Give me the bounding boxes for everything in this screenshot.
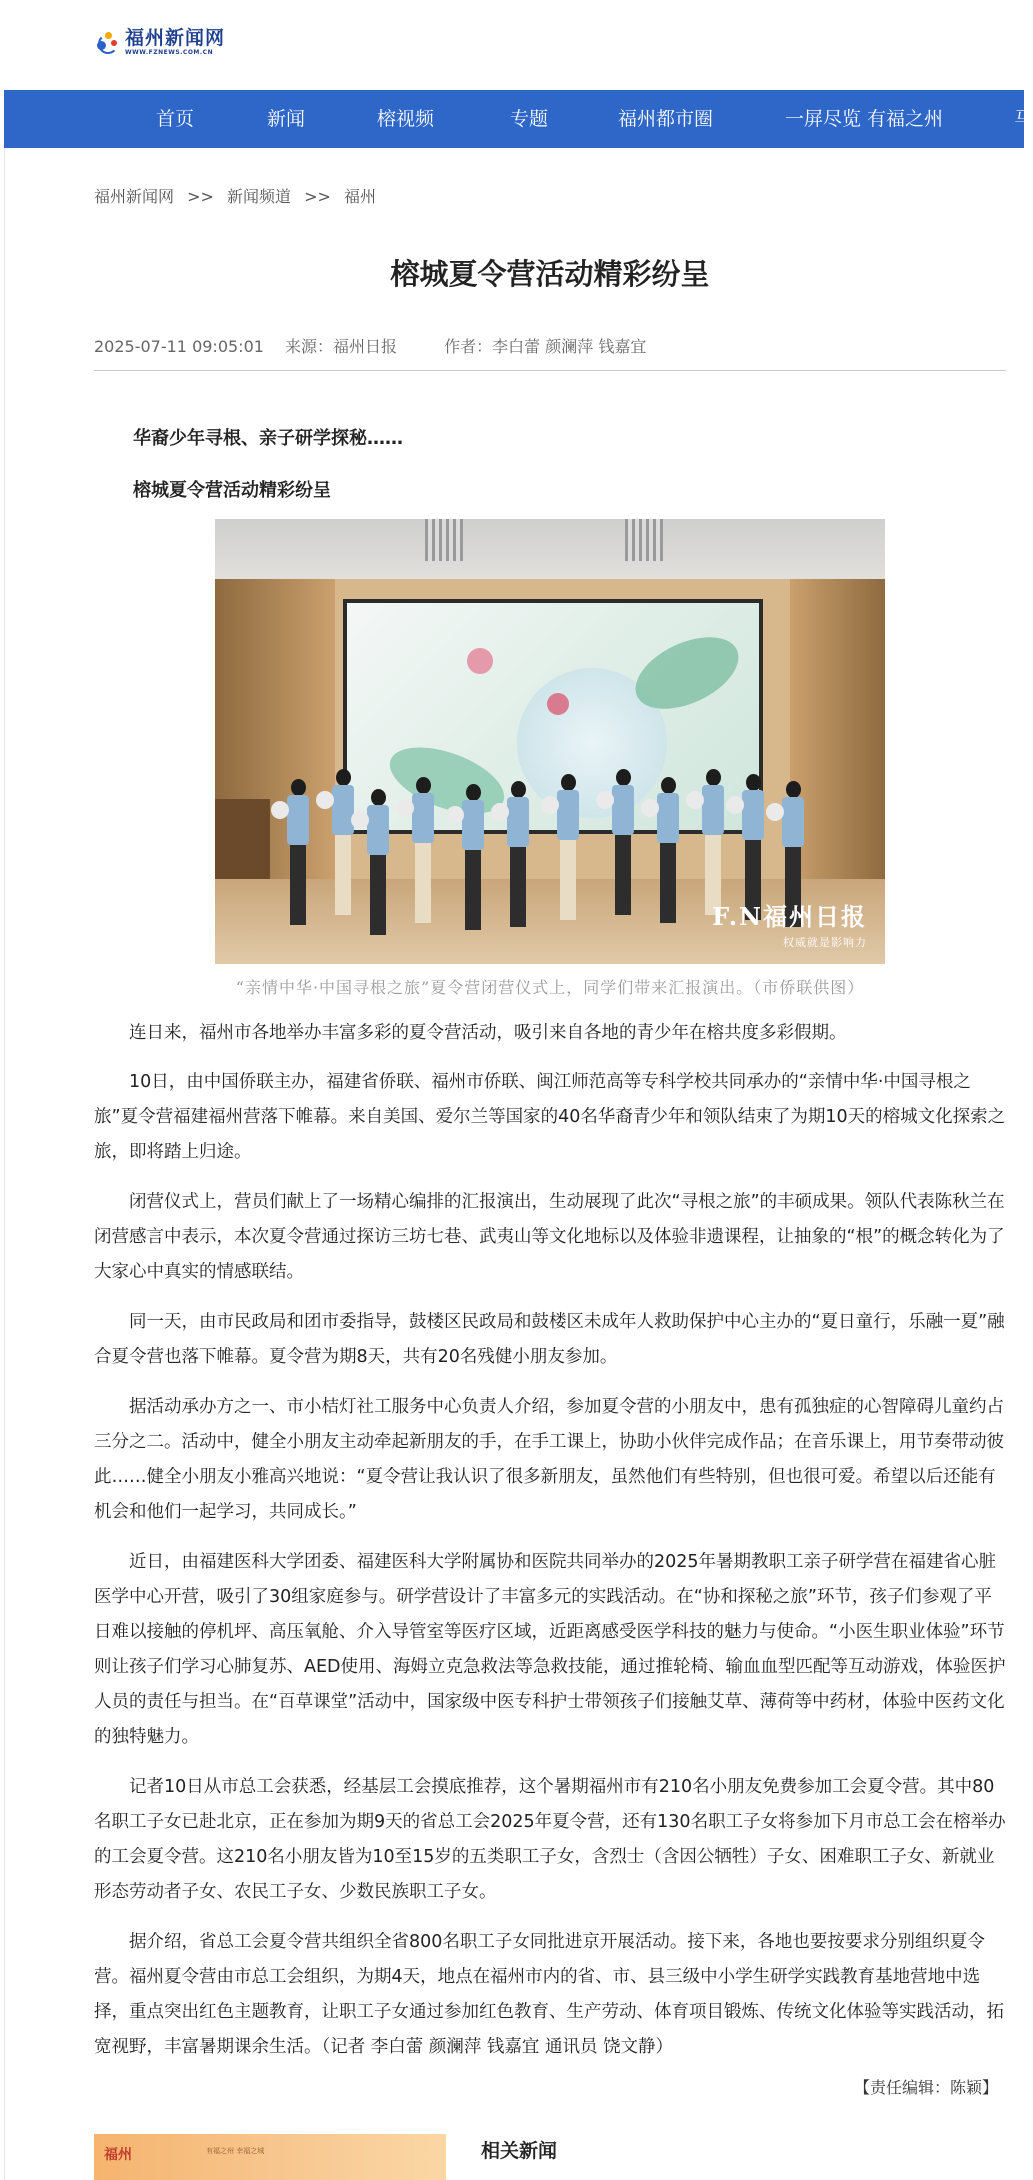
breadcrumb-separator: >> xyxy=(187,187,214,206)
breadcrumb-link-home[interactable]: 福州新闻网 xyxy=(94,187,175,206)
article-paragraph-4: 同一天，由市民政局和团市委指导，鼓楼区民政局和鼓楼区未成年人救助保护中心主办的“夏日童行，乐融一夏”融合夏令营也落下帷幕。夏令营为期8天，共有20名残健小朋友参加。 xyxy=(94,1312,1005,1367)
logo-text-cn: 福州新闻网 xyxy=(125,26,226,49)
article-photo xyxy=(215,519,885,964)
nav-item-news[interactable]: 新闻 xyxy=(267,108,306,130)
watermark-logo: F.N福州日报 xyxy=(712,902,867,931)
site-logo[interactable] xyxy=(95,22,225,62)
article-lead-2: 榕城夏令营活动精彩纷呈 xyxy=(133,480,331,501)
watermark-slogan: 权威就是影响力 xyxy=(783,936,867,949)
nav-item-fuzhou-overview[interactable]: 一屏尽览 有福之州 xyxy=(785,108,944,130)
article-paragraph-2: 10日，由中国侨联主办，福建省侨联、福州市侨联、闽江师范高等专科学校共同承办的“亲情中华·中国寻根之旅”夏令营福建福州营落下帷幕。来自美国、爱尔兰等国家的40名华裔青少年和领队结束了为期10天的榕城文化探索之旅，即将踏上归途。 xyxy=(94,1072,1006,1162)
article-paragraph-6: 近日，由福建医科大学团委、福建医科大学附属协和医院共同举办的2025年暑期教职工亲子研学营在福建省心脏医学中心开营，吸引了30组家庭参与。研学营设计了丰富多元的实践活动。在“协和探秘之旅”环节，孩子们参观了平日难以接触的停机坪、高压氧舱、介入导管室等医疗区域，近距离感受医学科技的魅力与使命。“小医生职业体验”环节则让孩子们学习心肺复苏、AED使用、海姆立克急救法等急救技能，通过推轮椅、输血血型匹配等互动游戏，体验医护人员的责任与担当。在“百草课堂”活动中，国家级中医专科护士带领孩子们接触艾草、薄荷等中药材，体验中医药文化的独特魅力。 xyxy=(94,1552,1006,1747)
breadcrumb-separator: >> xyxy=(304,187,331,206)
article-lead-1: 华裔少年寻根、亲子研学探秘…… xyxy=(133,428,403,449)
meta-divider xyxy=(94,370,1006,371)
article-paragraph-3: 闭营仪式上，营员们献上了一场精心编排的汇报演出，生动展现了此次“寻根之旅”的丰硕成果。领队代表陈秋兰在闭营感言中表示，本次夏令营通过探访三坊七巷、武夷山等文化地标以及体验非遗课程，让抽象的“根”的概念转化为了大家心中真实的情感联结。 xyxy=(94,1192,1005,1282)
breadcrumb xyxy=(94,184,384,207)
article-paragraph-1: 连日来，福州市各地举办丰富多彩的夏令营活动，吸引来自各地的青少年在榕共度多彩假期。 xyxy=(129,1023,847,1043)
article-paragraph-7: 记者10日从市总工会获悉，经基层工会摸底推荐，这个暑期福州市有210名小朋友免费参加工会夏令营。其中80名职工子女已赴北京，正在参加为期9天的省总工会2025年夏令营，还有130名职工子女将参加下月市总工会在榕举办的工会夏令营。这210名小朋友皆为10至15岁的五类职工子女，含烈士（含因公牺牲）子女、困难职工子女、新就业形态劳动者子女、农民工子女、少数民族职工子女。 xyxy=(94,1777,1006,1902)
photo-caption: “亲情中华·中国寻根之旅”夏令营闭营仪式上，同学们带来汇报演出。（市侨联供图） xyxy=(235,978,865,997)
breadcrumb-link-news[interactable]: 新闻频道 xyxy=(227,187,292,206)
related-news-thumbnail[interactable] xyxy=(94,2134,446,2180)
related-news-heading: 相关新闻 xyxy=(481,2140,558,2162)
article-source: 来源：福州日报 xyxy=(285,337,398,356)
main-nav xyxy=(4,90,1033,148)
nav-item-topics[interactable]: 专题 xyxy=(510,108,549,130)
article-authors: 作者：李白蕾 颜澜萍 钱嘉宜 xyxy=(444,337,647,356)
thumbnail-slogan: 有福之州 幸福之城 xyxy=(206,2147,265,2155)
nav-item-video[interactable]: 榕视频 xyxy=(377,108,435,130)
article-paragraph-8: 据介绍，省总工会夏令营共组织全省800名职工子女同批进京开展活动。接下来，各地也要按要求分别组织夏令营。福州夏令营由市总工会组织，为期4天，地点在福州市内的省、市、县三级中小学生研学实践教育基地营地中选择，重点突出红色主题教育，让职工子女通过参加红色教育、生产劳动、体育项目锻炼、传统文化体验等实践活动，拓宽视野，丰富暑期课余生活。（记者 李白蕾 颜澜萍 钱嘉宜 通讯员 饶文静） xyxy=(94,1932,1004,2057)
responsible-editor: 【责任编辑：陈颖】 xyxy=(853,2078,998,2097)
article-paragraph-5: 据活动承办方之一、市小桔灯社工服务中心负责人介绍，参加夏令营的小朋友中，患有孤独症的心智障碍儿童约占三分之二。活动中，健全小朋友主动牵起新朋友的手，在手工课上，协助小伙伴完成作品；在音乐课上，用节奏带动彼此……健全小朋友小雅高兴地说：“夏令营让我认识了很多新朋友，虽然他们有些特别，但也很可爱。希望以后还能有机会和他们一起学习，共同成长。” xyxy=(94,1397,1004,1522)
thumbnail-logo: 福州 xyxy=(104,2147,132,2163)
article-meta xyxy=(94,334,662,357)
logo-mark-icon xyxy=(95,29,121,55)
breadcrumb-link-fuzhou[interactable]: 福州 xyxy=(344,187,377,206)
site-header xyxy=(0,0,1024,90)
article-datetime: 2025-07-11 09:05:01 xyxy=(94,337,264,356)
article-title: 榕城夏令营活动精彩纷呈 xyxy=(390,257,710,291)
nav-item-home[interactable]: 首页 xyxy=(156,108,195,130)
logo-text-en: WWW.FZNEWS.COM.CN xyxy=(125,48,214,56)
nav-item-metro[interactable]: 福州都市圈 xyxy=(618,108,714,130)
photo-watermark xyxy=(712,897,867,950)
nav-item-truncated[interactable]: 马 xyxy=(1014,108,1033,130)
